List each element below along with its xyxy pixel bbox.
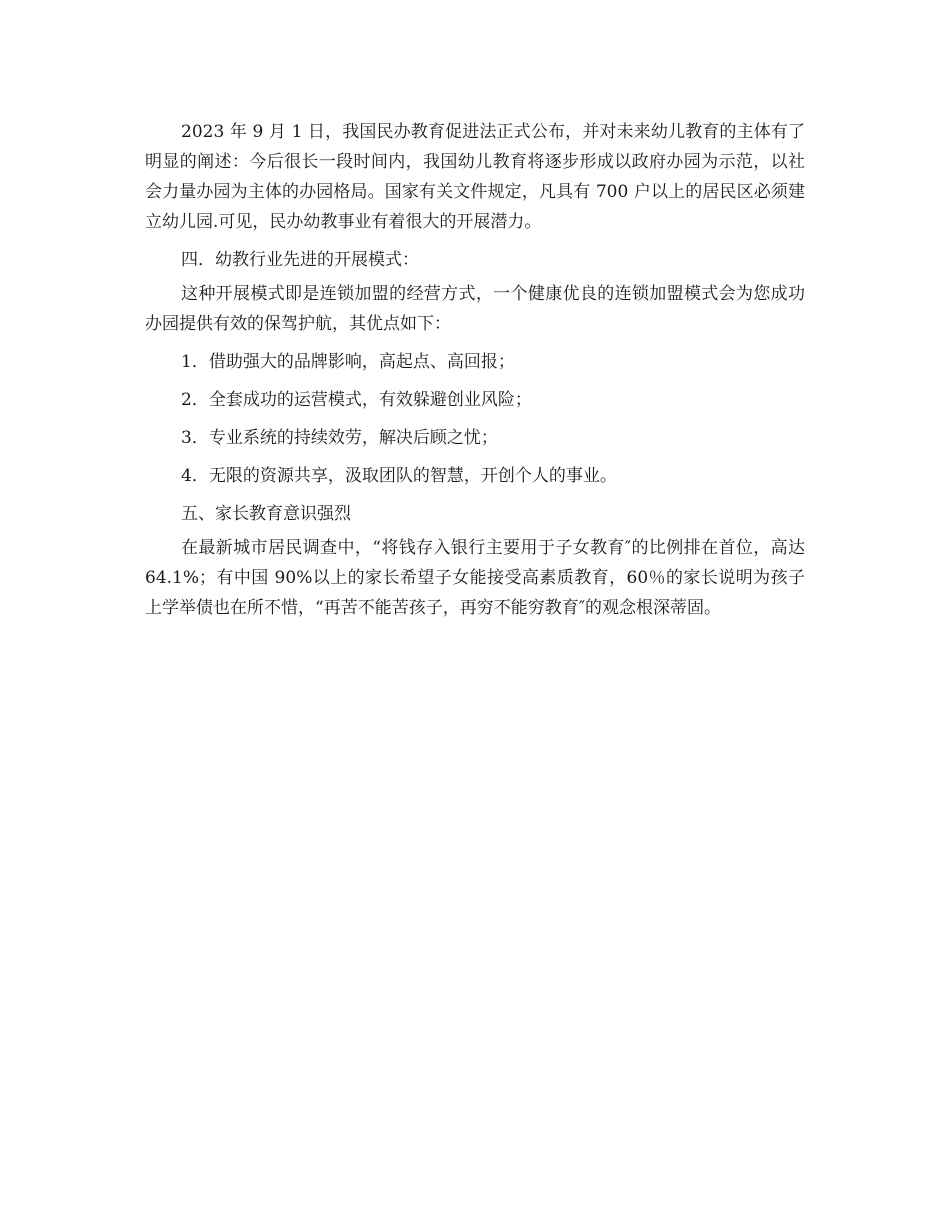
section-heading-development-model: 四．幼教行业先进的开展模式： — [181, 250, 419, 270]
list-item: 2．全套成功的运营模式，有效躲避创业风险； — [181, 390, 532, 410]
list-item: 1．借助强大的品牌影响，高起点、高回报； — [181, 352, 515, 372]
paragraph-private-education-law: 2023 年 9 月 1 日，我国民办教育促进法正式公布，并对未来幼儿教育的主体有了明显的阐述：今后很长一段时间内，我国幼儿教育将逐步形成以政府办园为示范，以社会力量办园为主体的办园格局。国家有关文件规定，凡具有 700 户以上的居民区必须建立幼儿园.可见，民办幼教事业有着很大的开展潜力。 — [145, 122, 805, 232]
list-item: 3．专业系统的持续效劳，解决后顾之忧； — [181, 428, 498, 448]
section-heading-parent-awareness: 五、家长教育意识强烈 — [181, 504, 351, 524]
paragraph-resident-survey: 在最新城市居民调查中，“将钱存入银行主要用于子女教育″的比例排在首位，高达 64.1%；有中国 90%以上的家长希望子女能接受高素质教育，60％的家长说明为孩子上学举债也在所不惜，“再苦不能苦孩子，再穷不能穷教育″的观念根深蒂固。 — [145, 538, 805, 618]
document-body — [145, 117, 805, 623]
list-item: 4．无限的资源共享，汲取团队的智慧，开创个人的事业。 — [181, 466, 617, 486]
paragraph-franchise-model: 这种开展模式即是连锁加盟的经营方式，一个健康优良的连锁加盟模式会为您成功办园提供有效的保驾护航，其优点如下： — [145, 284, 805, 334]
